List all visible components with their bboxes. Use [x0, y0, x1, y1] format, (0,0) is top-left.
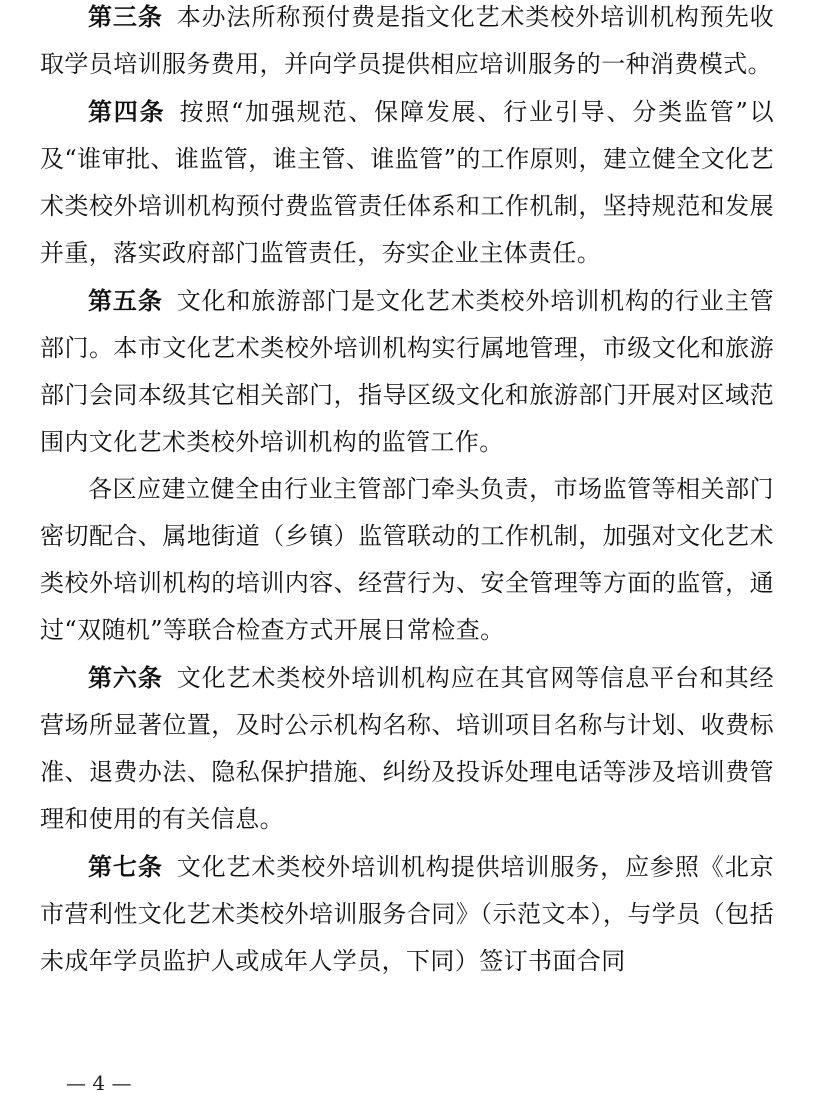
article-heading: 第七条: [88, 852, 163, 881]
paragraph-article-4: [40, 88, 774, 277]
paragraph-text: 各区应建立健全由行业主管部门牵头负责，市场监管等相关部门密切配合、属地街道（乡镇）监管联动的工作机制，加强对文化艺术类校外培训机构的培训内容、经营行为、安全管理等方面的监管，通过“双随机”等联合检查方式开展日常检查。: [40, 475, 774, 644]
paragraph-text: 本办法所称预付费是指文化艺术类校外培训机构预先收取学员培训服务费用，并向学员提供相应培训服务的一种消费模式。: [40, 3, 774, 78]
paragraph-article-7: [40, 843, 774, 985]
article-heading: 第六条: [88, 663, 163, 692]
paragraph-article-3: [40, 0, 774, 88]
paragraph-text: 文化艺术类校外培训机构应在其官网等信息平台和其经营场所显著位置，及时公示机构名称、培训项目名称与计划、收费标准、退费办法、隐私保护措施、纠纷及投诉处理电话等涉及培训费管理和使用的有关信息。: [40, 664, 774, 833]
document-body: [40, 0, 774, 985]
paragraph-text: 按照“加强规范、保障发展、行业引导、分类监管”以及“谁审批、谁监管，谁主管、谁监管”的工作原则，建立健全文化艺术类校外培训机构预付费监管责任体系和工作机制，坚持规范和发展并重，落实政府部门监管责任，夯实企业主体责任。: [40, 98, 775, 267]
paragraph-text: 文化和旅游部门是文化艺术类校外培训机构的行业主管部门。本市文化艺术类校外培训机构实行属地管理，市级文化和旅游部门会同本级其它相关部门，指导区级文化和旅游部门开展对区域范围内文化艺术类校外培训机构的监管工作。: [40, 287, 774, 456]
article-heading: 第五条: [88, 286, 163, 315]
paragraph-text: 文化艺术类校外培训机构提供培训服务，应参照《北京市营利性文化艺术类校外培训服务合同》（示范文本），与学员（包括未成年学员监护人或成年人学员，下同）签订书面合同: [40, 853, 774, 975]
article-heading: 第三条: [88, 2, 163, 31]
paragraph-article-5-continued: [40, 466, 774, 654]
paragraph-article-5: [40, 277, 774, 466]
page-number: — 4 —: [66, 1071, 132, 1095]
paragraph-article-6: [40, 654, 774, 843]
article-heading: 第四条: [88, 97, 166, 126]
